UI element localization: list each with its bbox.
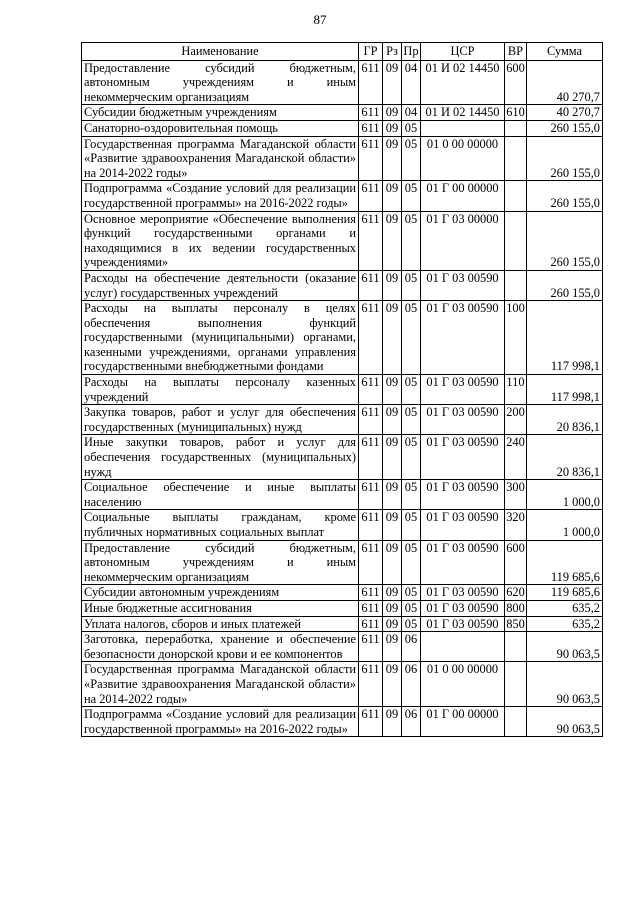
row-name: Субсидии автономным учреждениям — [82, 585, 359, 601]
row-sum: 40 270,7 — [527, 60, 603, 105]
row-gr: 611 — [359, 105, 383, 121]
table-row — [82, 181, 603, 211]
row-sum: 260 155,0 — [527, 270, 603, 300]
row-gr: 611 — [359, 510, 383, 540]
row-gr: 611 — [359, 60, 383, 105]
table-row — [82, 707, 603, 737]
row-vr — [505, 662, 527, 707]
row-gr: 611 — [359, 540, 383, 585]
page-number: 87 — [313, 12, 327, 27]
row-gr: 611 — [359, 405, 383, 435]
table-row — [82, 616, 603, 632]
table-body — [82, 60, 603, 737]
row-sum: 635,2 — [527, 600, 603, 616]
row-csr — [421, 632, 505, 662]
row-pr: 04 — [402, 60, 421, 105]
row-pr: 05 — [402, 181, 421, 211]
table-row — [82, 585, 603, 601]
row-vr: 240 — [505, 435, 527, 480]
row-pr: 04 — [402, 105, 421, 121]
row-rz: 09 — [383, 510, 402, 540]
row-name: Санаторно-оздоровительная помощь — [82, 120, 359, 136]
row-name: Подпрограмма «Создание условий для реализации государственной программы» на 2016-2022 годы» — [82, 707, 359, 737]
header-sum: Сумма — [527, 43, 603, 61]
row-gr: 611 — [359, 435, 383, 480]
table-row — [82, 211, 603, 270]
row-pr: 05 — [402, 405, 421, 435]
row-name: Предоставление субсидий бюджетным, автономным учреждениям и иным некоммерческим организациям — [82, 540, 359, 585]
row-gr: 611 — [359, 632, 383, 662]
row-vr: 200 — [505, 405, 527, 435]
table-row — [82, 105, 603, 121]
row-csr: 01 Г 03 00590 — [421, 540, 505, 585]
row-gr: 611 — [359, 375, 383, 405]
table-row — [82, 375, 603, 405]
row-name: Подпрограмма «Создание условий для реализации государственной программы» на 2016-2022 годы» — [82, 181, 359, 211]
row-pr: 05 — [402, 600, 421, 616]
table-row — [82, 60, 603, 105]
table-header-row — [82, 43, 603, 61]
table-row — [82, 480, 603, 510]
row-rz: 09 — [383, 211, 402, 270]
row-vr — [505, 211, 527, 270]
header-vr: ВР — [505, 43, 527, 61]
row-csr: 01 И 02 14450 — [421, 60, 505, 105]
row-pr: 05 — [402, 120, 421, 136]
row-csr: 01 0 00 00000 — [421, 136, 505, 181]
row-csr — [421, 120, 505, 136]
row-vr — [505, 632, 527, 662]
row-vr — [505, 707, 527, 737]
row-gr: 611 — [359, 662, 383, 707]
row-rz: 09 — [383, 120, 402, 136]
row-rz: 09 — [383, 181, 402, 211]
row-sum: 90 063,5 — [527, 707, 603, 737]
row-vr: 300 — [505, 480, 527, 510]
row-sum: 90 063,5 — [527, 662, 603, 707]
row-name: Государственная программа Магаданской области «Развитие здравоохранения Магаданской области» на 2014-2022 годы» — [82, 662, 359, 707]
row-vr: 800 — [506, 600, 525, 615]
row-csr: 01 И 02 14450 — [421, 105, 505, 121]
header-gr: ГР — [359, 43, 383, 61]
row-sum: 635,2 — [527, 616, 603, 632]
table-row — [82, 600, 603, 616]
row-name: Уплата налогов, сборов и иных платежей — [82, 616, 359, 632]
row-gr: 611 — [359, 301, 383, 375]
row-gr: 611 — [359, 600, 383, 616]
row-pr: 06 — [402, 707, 421, 737]
row-sum: 20 836,1 — [527, 405, 603, 435]
header-name: Наименование — [82, 43, 359, 61]
row-vr — [505, 136, 527, 181]
row-sum: 1 000,0 — [527, 510, 603, 540]
header-rz: Рз — [383, 43, 402, 61]
row-name: Иные бюджетные ассигнования — [82, 600, 359, 616]
row-gr: 611 — [359, 707, 383, 737]
row-pr: 05 — [402, 585, 421, 601]
row-sum: 117 998,1 — [527, 301, 603, 375]
row-gr: 611 — [359, 480, 383, 510]
row-name: Иные закупки товаров, работ и услуг для обеспечения государственных (муниципальных) нужд — [82, 435, 359, 480]
row-vr: 600 — [505, 60, 527, 105]
budget-table — [81, 42, 603, 737]
row-sum: 119 685,6 — [527, 540, 603, 585]
row-gr: 611 — [359, 616, 383, 632]
row-vr — [505, 120, 527, 136]
row-gr: 611 — [359, 585, 383, 601]
table-row — [82, 632, 603, 662]
row-csr: 01 Г 03 00590 — [421, 510, 505, 540]
row-name: Предоставление субсидий бюджетным, автономным учреждениям и иным некоммерческим организациям — [82, 60, 359, 105]
row-sum: 260 155,0 — [527, 120, 603, 136]
row-csr: 01 0 00 00000 — [421, 662, 505, 707]
row-name: Социальные выплаты гражданам, кроме публичных нормативных социальных выплат — [82, 510, 359, 540]
row-pr: 05 — [402, 510, 421, 540]
row-pr: 05 — [402, 435, 421, 480]
row-gr: 611 — [359, 120, 383, 136]
row-gr: 611 — [359, 211, 383, 270]
row-rz: 09 — [383, 270, 402, 300]
row-rz: 09 — [383, 405, 402, 435]
row-gr: 611 — [359, 270, 383, 300]
row-pr: 05 — [402, 136, 421, 181]
row-rz: 09 — [383, 616, 402, 632]
row-pr: 05 — [402, 375, 421, 405]
table-row — [82, 270, 603, 300]
row-rz: 09 — [383, 600, 402, 616]
row-pr: 05 — [402, 480, 421, 510]
table-row — [82, 662, 603, 707]
row-vr: 610 — [506, 105, 525, 120]
row-rz: 09 — [383, 60, 402, 105]
table-row — [82, 540, 603, 585]
row-csr: 01 Г 03 00590 — [421, 375, 505, 405]
row-csr: 01 Г 03 00000 — [421, 211, 505, 270]
row-name: Расходы на обеспечение деятельности (оказание услуг) государственных учреждений — [82, 270, 359, 300]
row-sum: 40 270,7 — [527, 105, 603, 121]
row-name: Расходы на выплаты персоналу в целях обеспечения выполнения функций государственными (муниципальными) органами, казенными учреждениями, органами управления государственными внебюджетными фондами — [82, 301, 359, 375]
row-rz: 09 — [383, 136, 402, 181]
row-rz: 09 — [383, 301, 402, 375]
row-rz: 09 — [383, 480, 402, 510]
row-name: Субсидии бюджетным учреждениям — [82, 105, 359, 121]
row-rz: 09 — [383, 105, 402, 121]
row-pr: 05 — [402, 540, 421, 585]
row-name: Государственная программа Магаданской области «Развитие здравоохранения Магаданской области» на 2014-2022 годы» — [82, 136, 359, 181]
row-vr: 320 — [505, 510, 527, 540]
row-pr: 05 — [402, 301, 421, 375]
row-csr: 01 Г 03 00590 — [421, 480, 505, 510]
row-vr: 620 — [506, 585, 525, 600]
row-sum: 260 155,0 — [527, 181, 603, 211]
table-row — [82, 435, 603, 480]
row-csr: 01 Г 03 00590 — [421, 301, 505, 375]
row-rz: 09 — [383, 540, 402, 585]
header-csr: ЦСР — [421, 43, 505, 61]
row-name: Социальное обеспечение и иные выплаты населению — [82, 480, 359, 510]
row-pr: 05 — [402, 211, 421, 270]
row-pr: 06 — [402, 662, 421, 707]
row-sum: 20 836,1 — [527, 435, 603, 480]
row-sum: 119 685,6 — [527, 585, 603, 601]
row-csr: 01 Г 00 00000 — [421, 707, 505, 737]
row-csr: 01 Г 03 00590 — [421, 270, 505, 300]
row-vr — [505, 181, 527, 211]
row-rz: 09 — [383, 707, 402, 737]
row-vr: 110 — [505, 375, 527, 405]
row-rz: 09 — [383, 585, 402, 601]
row-pr: 06 — [402, 632, 421, 662]
row-vr: 850 — [506, 616, 525, 631]
row-rz: 09 — [383, 632, 402, 662]
header-pr: Пр — [402, 43, 421, 61]
row-vr: 100 — [505, 301, 527, 375]
row-rz: 09 — [383, 375, 402, 405]
row-pr: 05 — [402, 270, 421, 300]
row-gr: 611 — [359, 181, 383, 211]
row-gr: 611 — [359, 136, 383, 181]
row-csr: 01 Г 03 00590 — [421, 600, 505, 616]
row-vr: 600 — [505, 540, 527, 585]
table-row — [82, 510, 603, 540]
row-name: Заготовка, переработка, хранение и обеспечение безопасности донорской крови и ее компонентов — [82, 632, 359, 662]
row-csr: 01 Г 00 00000 — [421, 181, 505, 211]
row-rz: 09 — [383, 435, 402, 480]
row-sum: 260 155,0 — [527, 136, 603, 181]
row-name: Расходы на выплаты персоналу казенных учреждений — [82, 375, 359, 405]
row-name: Закупка товаров, работ и услуг для обеспечения государственных (муниципальных) нужд — [82, 405, 359, 435]
row-vr — [505, 270, 527, 300]
row-sum: 90 063,5 — [527, 632, 603, 662]
row-csr: 01 Г 03 00590 — [421, 435, 505, 480]
row-csr: 01 Г 03 00590 — [421, 616, 505, 632]
table-row — [82, 120, 603, 136]
row-pr: 05 — [402, 616, 421, 632]
row-csr: 01 Г 03 00590 — [421, 405, 505, 435]
row-rz: 09 — [383, 662, 402, 707]
row-csr: 01 Г 03 00590 — [421, 585, 505, 601]
row-sum: 260 155,0 — [527, 211, 603, 270]
table-row — [82, 136, 603, 181]
table-row — [82, 405, 603, 435]
row-sum: 117 998,1 — [527, 375, 603, 405]
table-row — [82, 301, 603, 375]
row-sum: 1 000,0 — [527, 480, 603, 510]
row-name: Основное мероприятие «Обеспечение выполнения функций государственными органами и находящимися в их ведении государственных учреждениями» — [82, 211, 359, 270]
